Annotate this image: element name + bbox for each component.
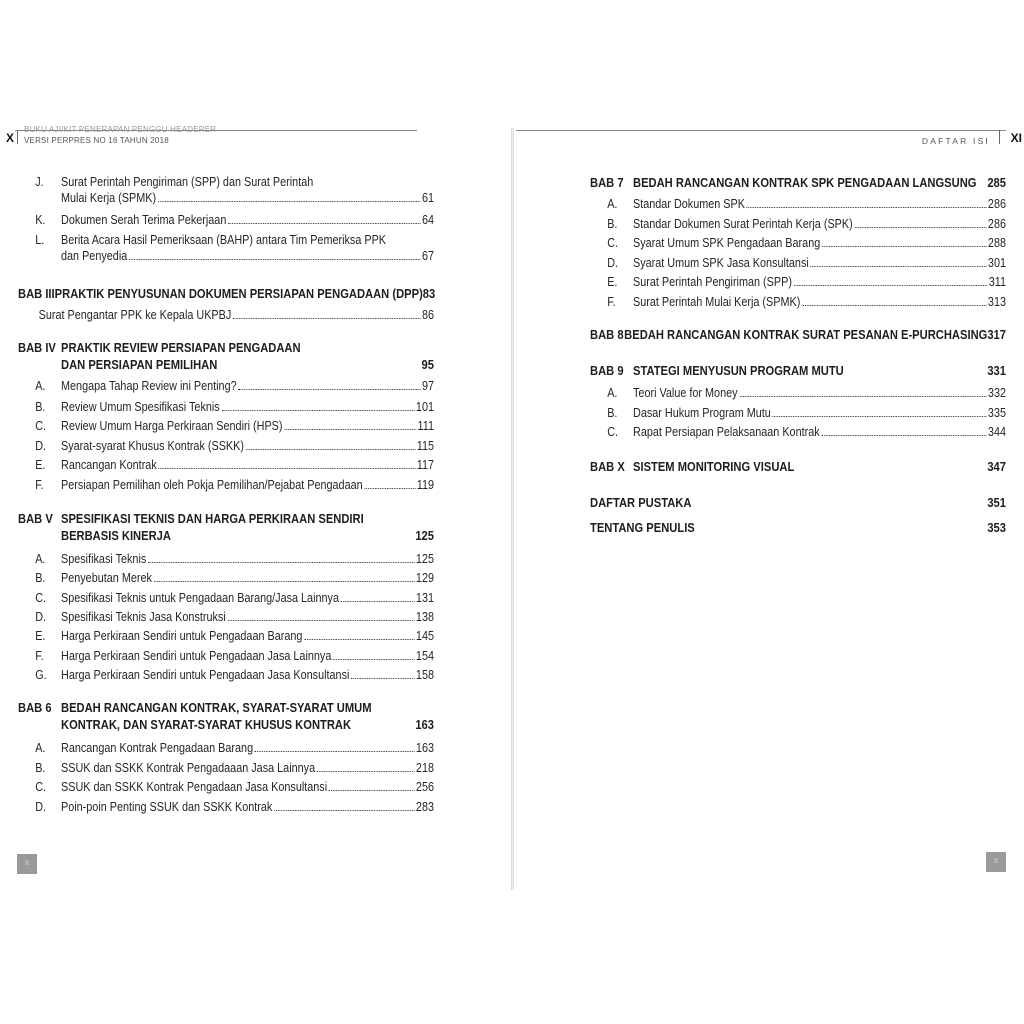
leader-dots xyxy=(129,259,420,260)
page-number: 64 xyxy=(421,213,434,227)
toc-babx xyxy=(590,459,1006,474)
toc-b6d xyxy=(18,800,434,814)
page-number: 138 xyxy=(415,610,434,624)
chapter-number: BAB 9 xyxy=(590,363,624,378)
toc-bab7 xyxy=(590,175,1006,190)
entry-title: SSUK dan SSKK Kontrak Pengadaaan Jasa Lainnya xyxy=(61,761,316,775)
page-number: 158 xyxy=(415,668,434,682)
chapter-title: SISTEM MONITORING VISUAL xyxy=(633,459,795,474)
page-number: 288 xyxy=(987,236,1006,250)
toc-b5f xyxy=(18,649,434,663)
chapter-title: BEDAH RANCANGAN KONTRAK SPK PENGADAAN LANGSUNG xyxy=(633,175,977,190)
toc-b9b xyxy=(590,406,1006,420)
entry-title: Spesifikasi Teknis untuk Pengadaan Barang/Jasa Lainnya xyxy=(61,591,339,605)
toc-b5e xyxy=(18,629,434,643)
chapter-title: DAFTAR PUSTAKA xyxy=(590,495,692,510)
entry-title: Berita Acara Hasil Pemeriksaan (BAHP) antara Tim Pemeriksa PPK xyxy=(61,233,387,247)
entry-letter: C. xyxy=(607,236,619,250)
chapter-title-cont: DAN PERSIAPAN PEMILIHAN xyxy=(61,357,218,372)
toc-bab9 xyxy=(590,363,1006,378)
toc-b7b xyxy=(590,217,1006,231)
chapter-title: PRAKTIK PENYUSUNAN DOKUMEN PERSIAPAN PENGADAAN (DPP) xyxy=(54,286,423,301)
running-head-bottom: VERSI PERPRES NO 16 TAHUN 2018 xyxy=(24,136,169,145)
toc-b7a xyxy=(590,197,1006,211)
chapter-number: BAB 7 xyxy=(590,175,624,190)
leader-dots xyxy=(810,266,986,267)
leader-dots xyxy=(221,410,414,411)
entry-title: Dokumen Serah Terima Pekerjaan xyxy=(61,213,227,227)
leader-dots xyxy=(317,771,414,772)
leader-dots xyxy=(233,318,420,319)
entry-letter: B. xyxy=(35,761,46,775)
entry-title: Rancangan Kontrak xyxy=(61,458,157,472)
entry-letter: D. xyxy=(35,439,47,453)
page-number: 115 xyxy=(416,439,434,453)
toc-b5g xyxy=(18,668,434,682)
entry-title: SSUK dan SSKK Kontrak Pengadaan Jasa Konsultansi xyxy=(61,780,328,794)
leader-dots xyxy=(822,246,986,247)
page-number: 301 xyxy=(987,256,1006,270)
page-number: 285 xyxy=(987,175,1006,190)
page-number: 347 xyxy=(987,459,1006,474)
entry-title: Penyebutan Merek xyxy=(61,571,152,585)
leader-dots xyxy=(341,601,415,602)
leader-dots xyxy=(351,678,414,679)
entry-title: Harga Perkiraan Sendiri untuk Pengadaan Barang xyxy=(61,629,303,643)
chapter-number: BAB 8 xyxy=(590,327,624,342)
page-number: 97 xyxy=(421,379,434,393)
running-head-top: BUKU AJI/KIT PENERAPAN PENGGU HEADERER xyxy=(24,125,217,134)
page-number: 67 xyxy=(421,249,434,263)
entry-title: Spesifikasi Teknis xyxy=(61,552,147,566)
leader-dots xyxy=(154,581,415,582)
entry-letter: E. xyxy=(35,629,46,643)
entry-letter: D. xyxy=(607,256,619,270)
leader-dots xyxy=(364,488,415,489)
entry-title: Syarat Umum SPK Jasa Konsultansi xyxy=(633,256,809,270)
page-number: 95 xyxy=(421,357,434,372)
leader-dots xyxy=(773,416,987,417)
leader-dots xyxy=(158,468,415,469)
page-number: 283 xyxy=(415,800,434,814)
right-page-number: XI xyxy=(1010,131,1022,145)
entry-letter: J. xyxy=(35,175,44,189)
page-number: 353 xyxy=(987,520,1006,535)
leader-dots xyxy=(802,305,986,306)
chapter-number: BAB V xyxy=(18,511,53,526)
page-number: 145 xyxy=(415,629,434,643)
entry-title: Poin-poin Penting SSUK dan SSKK Kontrak xyxy=(61,800,273,814)
toc-b6a xyxy=(18,741,434,755)
entry-letter: G. xyxy=(35,668,47,682)
chapter-title: PRAKTIK REVIEW PERSIAPAN PENGADAAN xyxy=(61,340,301,355)
entry-letter: C. xyxy=(607,425,619,439)
chapter-title: STATEGI MENYUSUN PROGRAM MUTU xyxy=(633,363,844,378)
page-number: 332 xyxy=(987,386,1006,400)
entry-letter: E. xyxy=(35,458,46,472)
entry-letter: C. xyxy=(35,780,47,794)
toc-b5b xyxy=(18,571,434,585)
leader-dots xyxy=(238,389,420,390)
page-number: 286 xyxy=(987,217,1006,231)
left-page xyxy=(0,125,512,890)
toc-bab8 xyxy=(590,327,1006,342)
page-number: 163 xyxy=(415,741,434,755)
leader-dots xyxy=(739,396,986,397)
running-head-title: DAFTAR ISI xyxy=(921,136,990,146)
entry-title: Spesifikasi Teknis Jasa Konstruksi xyxy=(61,610,226,624)
leader-dots xyxy=(821,435,986,436)
toc-penulis xyxy=(590,520,1006,535)
page-number: 117 xyxy=(416,458,434,472)
entry-title: Surat Perintah Pengiriman (SPP) xyxy=(633,275,792,289)
chapter-number: BAB IV xyxy=(18,340,56,355)
page-number: 131 xyxy=(415,591,434,605)
leader-dots xyxy=(304,639,414,640)
toc-bab6 xyxy=(18,700,434,732)
right-page xyxy=(514,128,1024,890)
entry-letter: A. xyxy=(607,197,618,211)
toc-b7d xyxy=(590,256,1006,270)
entry-letter: D. xyxy=(35,800,47,814)
toc-b7f xyxy=(590,295,1006,309)
chapter-number: BAB III xyxy=(18,286,55,301)
entry-title: Harga Perkiraan Sendiri untuk Pengadaan Jasa Lainnya xyxy=(61,649,332,663)
page-number: 154 xyxy=(415,649,434,663)
header-divider xyxy=(17,130,18,144)
entry-letter: L. xyxy=(35,233,45,247)
toc-b9c xyxy=(590,425,1006,439)
chapter-title-cont: BERBASIS KINERJA xyxy=(61,528,171,543)
entry-letter: K. xyxy=(35,213,46,227)
entry-letter: A. xyxy=(35,552,46,566)
toc-b4d xyxy=(18,439,434,453)
chapter-title: BEDAH RANCANGAN KONTRAK, SYARAT-SYARAT UMUM xyxy=(61,700,372,715)
page-number: 335 xyxy=(987,406,1006,420)
toc-bab5 xyxy=(18,511,434,543)
page-number: 111 xyxy=(417,419,434,433)
toc-l xyxy=(18,233,434,263)
toc-b4c xyxy=(18,419,434,433)
entry-title: Surat Pengantar PPK ke Kepala UKPBJ xyxy=(38,308,232,322)
page-footer-tab: II xyxy=(986,852,1006,872)
entry-letter: F. xyxy=(607,295,616,309)
page-number: 351 xyxy=(987,495,1006,510)
entry-title: Standar Dokumen SPK xyxy=(633,197,745,211)
entry-title: Rancangan Kontrak Pengadaan Barang xyxy=(61,741,254,755)
entry-letter: D. xyxy=(35,610,47,624)
leader-dots xyxy=(333,659,414,660)
entry-title: Surat Perintah Pengiriman (SPP) dan Surat Perintah xyxy=(61,175,314,189)
chapter-title: BEDAH RANCANGAN KONTRAK SURAT PESANAN E-PURCHASING xyxy=(624,327,988,342)
toc-b7e xyxy=(590,275,1006,289)
toc-b6c xyxy=(18,780,434,794)
entry-title: Dasar Hukum Program Mutu xyxy=(633,406,771,420)
page-number: 83 xyxy=(422,286,436,301)
entry-title: Mengapa Tahap Review ini Penting? xyxy=(61,379,237,393)
leader-dots xyxy=(794,285,987,286)
leader-dots xyxy=(228,223,420,224)
leader-dots xyxy=(284,429,416,430)
page-number: 256 xyxy=(415,780,434,794)
leader-dots xyxy=(158,201,420,202)
page-number: 286 xyxy=(987,197,1006,211)
toc-b7c xyxy=(590,236,1006,250)
entry-title: Harga Perkiraan Sendiri untuk Pengadaan Jasa Konsultansi xyxy=(61,668,350,682)
toc-b4a xyxy=(18,379,434,393)
entry-letter: C. xyxy=(35,419,47,433)
page-number: 101 xyxy=(415,400,434,414)
toc-k xyxy=(18,213,434,227)
page-number: 129 xyxy=(415,571,434,585)
entry-title: Rapat Persiapan Pelaksanaan Kontrak xyxy=(633,425,820,439)
toc-b5d xyxy=(18,610,434,624)
toc-j xyxy=(18,175,434,205)
toc-b9a xyxy=(590,386,1006,400)
header-rule xyxy=(516,130,1006,131)
page-number: 313 xyxy=(987,295,1006,309)
chapter-title: SPESIFIKASI TEKNIS DAN HARGA PERKIRAAN SENDIRI xyxy=(61,511,364,526)
toc-b4b xyxy=(18,400,434,414)
leader-dots xyxy=(329,790,414,791)
leader-dots xyxy=(854,227,986,228)
toc-bab3a xyxy=(18,308,434,322)
entry-letter: A. xyxy=(35,379,46,393)
entry-title: Syarat-syarat Khusus Kontrak (SSKK) xyxy=(61,439,244,453)
page-number: 344 xyxy=(987,425,1006,439)
page-number: 331 xyxy=(987,363,1006,378)
toc-bab3 xyxy=(18,286,434,301)
entry-title: Review Umum Spesifikasi Teknis xyxy=(61,400,220,414)
entry-title-cont: dan Penyedia xyxy=(61,249,128,263)
page-number: 311 xyxy=(988,275,1006,289)
entry-title: Review Umum Harga Perkiraan Sendiri (HPS) xyxy=(61,419,283,433)
leader-dots xyxy=(246,449,415,450)
leader-dots xyxy=(274,810,414,811)
page-number: 61 xyxy=(421,191,434,205)
page-number: 125 xyxy=(415,552,434,566)
entry-letter: B. xyxy=(35,571,46,585)
entry-title: Syarat Umum SPK Pengadaan Barang xyxy=(633,236,821,250)
page-number: 86 xyxy=(421,308,434,322)
entry-letter: B. xyxy=(35,400,46,414)
page-footer-tab: II xyxy=(17,854,37,874)
toc-bab4 xyxy=(18,340,434,372)
entry-letter: C. xyxy=(35,591,47,605)
toc-b4e xyxy=(18,458,434,472)
toc-pustaka xyxy=(590,495,1006,510)
leader-dots xyxy=(747,207,986,208)
entry-title: Teori Value for Money xyxy=(633,386,738,400)
entry-letter: F. xyxy=(35,649,44,663)
chapter-title-cont: KONTRAK, DAN SYARAT-SYARAT KHUSUS KONTRAK xyxy=(61,717,352,732)
entry-title: Persiapan Pemilihan oleh Pokja Pemilihan/Pejabat Pengadaan xyxy=(61,478,363,492)
entry-letter: F. xyxy=(35,478,44,492)
entry-letter: B. xyxy=(607,406,618,420)
toc-b5a xyxy=(18,552,434,566)
entry-letter: A. xyxy=(607,386,618,400)
entry-title-cont: Mulai Kerja (SPMK) xyxy=(61,191,157,205)
leader-dots xyxy=(148,562,414,563)
chapter-title: TENTANG PENULIS xyxy=(590,520,695,535)
page-number: 218 xyxy=(415,761,434,775)
toc-b5c xyxy=(18,591,434,605)
entry-letter: B. xyxy=(607,217,618,231)
entry-title: Standar Dokumen Surat Perintah Kerja (SPK) xyxy=(633,217,853,231)
entry-letter: A. xyxy=(35,741,46,755)
leader-dots xyxy=(227,620,414,621)
page-number: 163 xyxy=(415,717,434,732)
toc-b6b xyxy=(18,761,434,775)
header-divider xyxy=(999,130,1000,144)
page-number: 317 xyxy=(987,327,1006,342)
chapter-number: BAB X xyxy=(590,459,625,474)
entry-title: Surat Perintah Mulai Kerja (SPMK) xyxy=(633,295,801,309)
leader-dots xyxy=(255,751,414,752)
page-number: 125 xyxy=(415,528,434,543)
chapter-number: BAB 6 xyxy=(18,700,52,715)
page-number: 119 xyxy=(416,478,434,492)
left-page-number: X xyxy=(6,131,15,145)
entry-letter: E. xyxy=(607,275,618,289)
toc-b4f xyxy=(18,478,434,492)
